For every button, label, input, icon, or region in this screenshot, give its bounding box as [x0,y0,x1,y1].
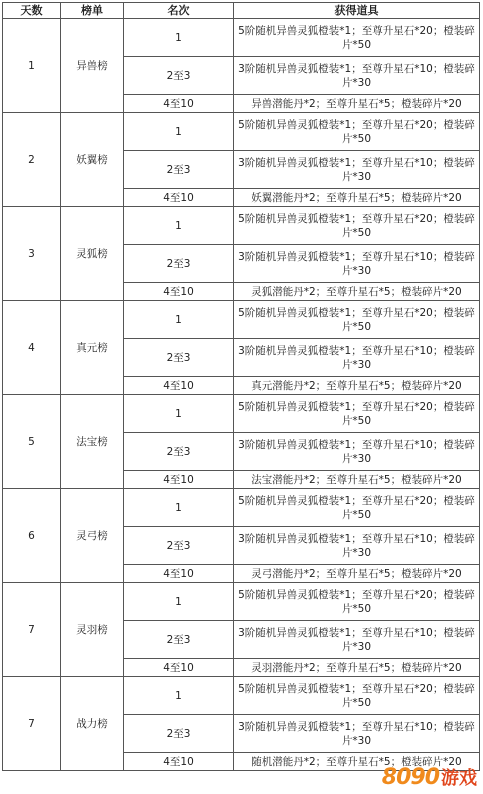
reward-cell: 3阶随机异兽灵狐橙装*1；至尊升星石*10；橙装碎片*30 [234,57,480,95]
list-cell: 灵弓榜 [61,489,124,583]
reward-cell: 灵羽潜能丹*2；至尊升星石*5；橙装碎片*20 [234,659,480,677]
rank-cell: 2至3 [124,715,234,753]
reward-cell: 随机潜能丹*2；至尊升星石*5；橙装碎片*20 [234,753,480,771]
reward-cell: 妖翼潜能丹*2；至尊升星石*5；橙装碎片*20 [234,189,480,207]
list-cell: 法宝榜 [61,395,124,489]
day-cell: 2 [3,113,61,207]
reward-cell: 5阶随机异兽灵狐橙装*1；至尊升星石*20；橙装碎片*50 [234,113,480,151]
rank-cell: 1 [124,677,234,715]
rank-cell: 4至10 [124,565,234,583]
day-cell: 4 [3,301,61,395]
rank-cell: 2至3 [124,621,234,659]
watermark-text: 游戏 [441,768,477,789]
rank-cell: 1 [124,207,234,245]
reward-cell: 5阶随机异兽灵狐橙装*1；至尊升星石*20；橙装碎片*50 [234,395,480,433]
reward-cell: 真元潜能丹*2；至尊升星石*5；橙装碎片*20 [234,377,480,395]
list-cell: 灵狐榜 [61,207,124,301]
rank-cell: 1 [124,395,234,433]
rank-cell: 4至10 [124,377,234,395]
rank-cell: 2至3 [124,527,234,565]
rank-cell: 1 [124,113,234,151]
table-row [3,583,480,621]
ranking-reward-table [2,2,480,771]
rank-cell: 4至10 [124,283,234,301]
rank-cell: 2至3 [124,245,234,283]
watermark [382,764,477,790]
reward-cell: 异兽潜能丹*2；至尊升星石*5；橙装碎片*20 [234,95,480,113]
header-list: 榜单 [61,3,124,19]
reward-cell: 3阶随机异兽灵狐橙装*1；至尊升星石*10；橙装碎片*30 [234,245,480,283]
rank-cell: 4至10 [124,659,234,677]
reward-cell: 法宝潜能丹*2；至尊升星石*5；橙装碎片*20 [234,471,480,489]
list-cell: 真元榜 [61,301,124,395]
reward-cell: 灵狐潜能丹*2；至尊升星石*5；橙装碎片*20 [234,283,480,301]
rank-cell: 1 [124,301,234,339]
list-cell: 异兽榜 [61,19,124,113]
table-header-row [3,3,480,19]
reward-cell: 3阶随机异兽灵狐橙装*1；至尊升星石*10；橙装碎片*30 [234,339,480,377]
rank-cell: 4至10 [124,189,234,207]
list-cell: 战力榜 [61,677,124,771]
rank-cell: 2至3 [124,433,234,471]
list-cell: 灵羽榜 [61,583,124,677]
reward-cell: 5阶随机异兽灵狐橙装*1；至尊升星石*20；橙装碎片*50 [234,301,480,339]
rank-cell: 4至10 [124,471,234,489]
table-row [3,113,480,151]
header-reward: 获得道具 [234,3,480,19]
rank-cell: 2至3 [124,339,234,377]
reward-cell: 灵弓潜能丹*2；至尊升星石*5；橙装碎片*20 [234,565,480,583]
table-body [3,19,480,771]
reward-cell: 5阶随机异兽灵狐橙装*1；至尊升星石*20；橙装碎片*50 [234,19,480,57]
day-cell: 3 [3,207,61,301]
rank-cell: 2至3 [124,57,234,95]
reward-cell: 3阶随机异兽灵狐橙装*1；至尊升星石*10；橙装碎片*30 [234,621,480,659]
list-cell: 妖翼榜 [61,113,124,207]
day-cell: 7 [3,677,61,771]
reward-cell: 5阶随机异兽灵狐橙装*1；至尊升星石*20；橙装碎片*50 [234,207,480,245]
watermark-logo: 8090 [381,765,439,790]
reward-cell: 3阶随机异兽灵狐橙装*1；至尊升星石*10；橙装碎片*30 [234,151,480,189]
rank-cell: 4至10 [124,95,234,113]
day-cell: 5 [3,395,61,489]
reward-cell: 5阶随机异兽灵狐橙装*1；至尊升星石*20；橙装碎片*50 [234,677,480,715]
day-cell: 6 [3,489,61,583]
rank-cell: 2至3 [124,151,234,189]
table-row [3,207,480,245]
header-day: 天数 [3,3,61,19]
table-row [3,395,480,433]
header-rank: 名次 [124,3,234,19]
day-cell: 1 [3,19,61,113]
rank-cell: 4至10 [124,753,234,771]
rank-cell: 1 [124,583,234,621]
table-row [3,489,480,527]
table-row [3,19,480,57]
rank-cell: 1 [124,489,234,527]
reward-cell: 3阶随机异兽灵狐橙装*1；至尊升星石*10；橙装碎片*30 [234,527,480,565]
reward-cell: 3阶随机异兽灵狐橙装*1；至尊升星石*10；橙装碎片*30 [234,433,480,471]
reward-cell: 3阶随机异兽灵狐橙装*1；至尊升星石*10；橙装碎片*30 [234,715,480,753]
table-row [3,301,480,339]
table-row [3,677,480,715]
reward-cell: 5阶随机异兽灵狐橙装*1；至尊升星石*20；橙装碎片*50 [234,583,480,621]
rank-cell: 1 [124,19,234,57]
reward-cell: 5阶随机异兽灵狐橙装*1；至尊升星石*20；橙装碎片*50 [234,489,480,527]
day-cell: 7 [3,583,61,677]
